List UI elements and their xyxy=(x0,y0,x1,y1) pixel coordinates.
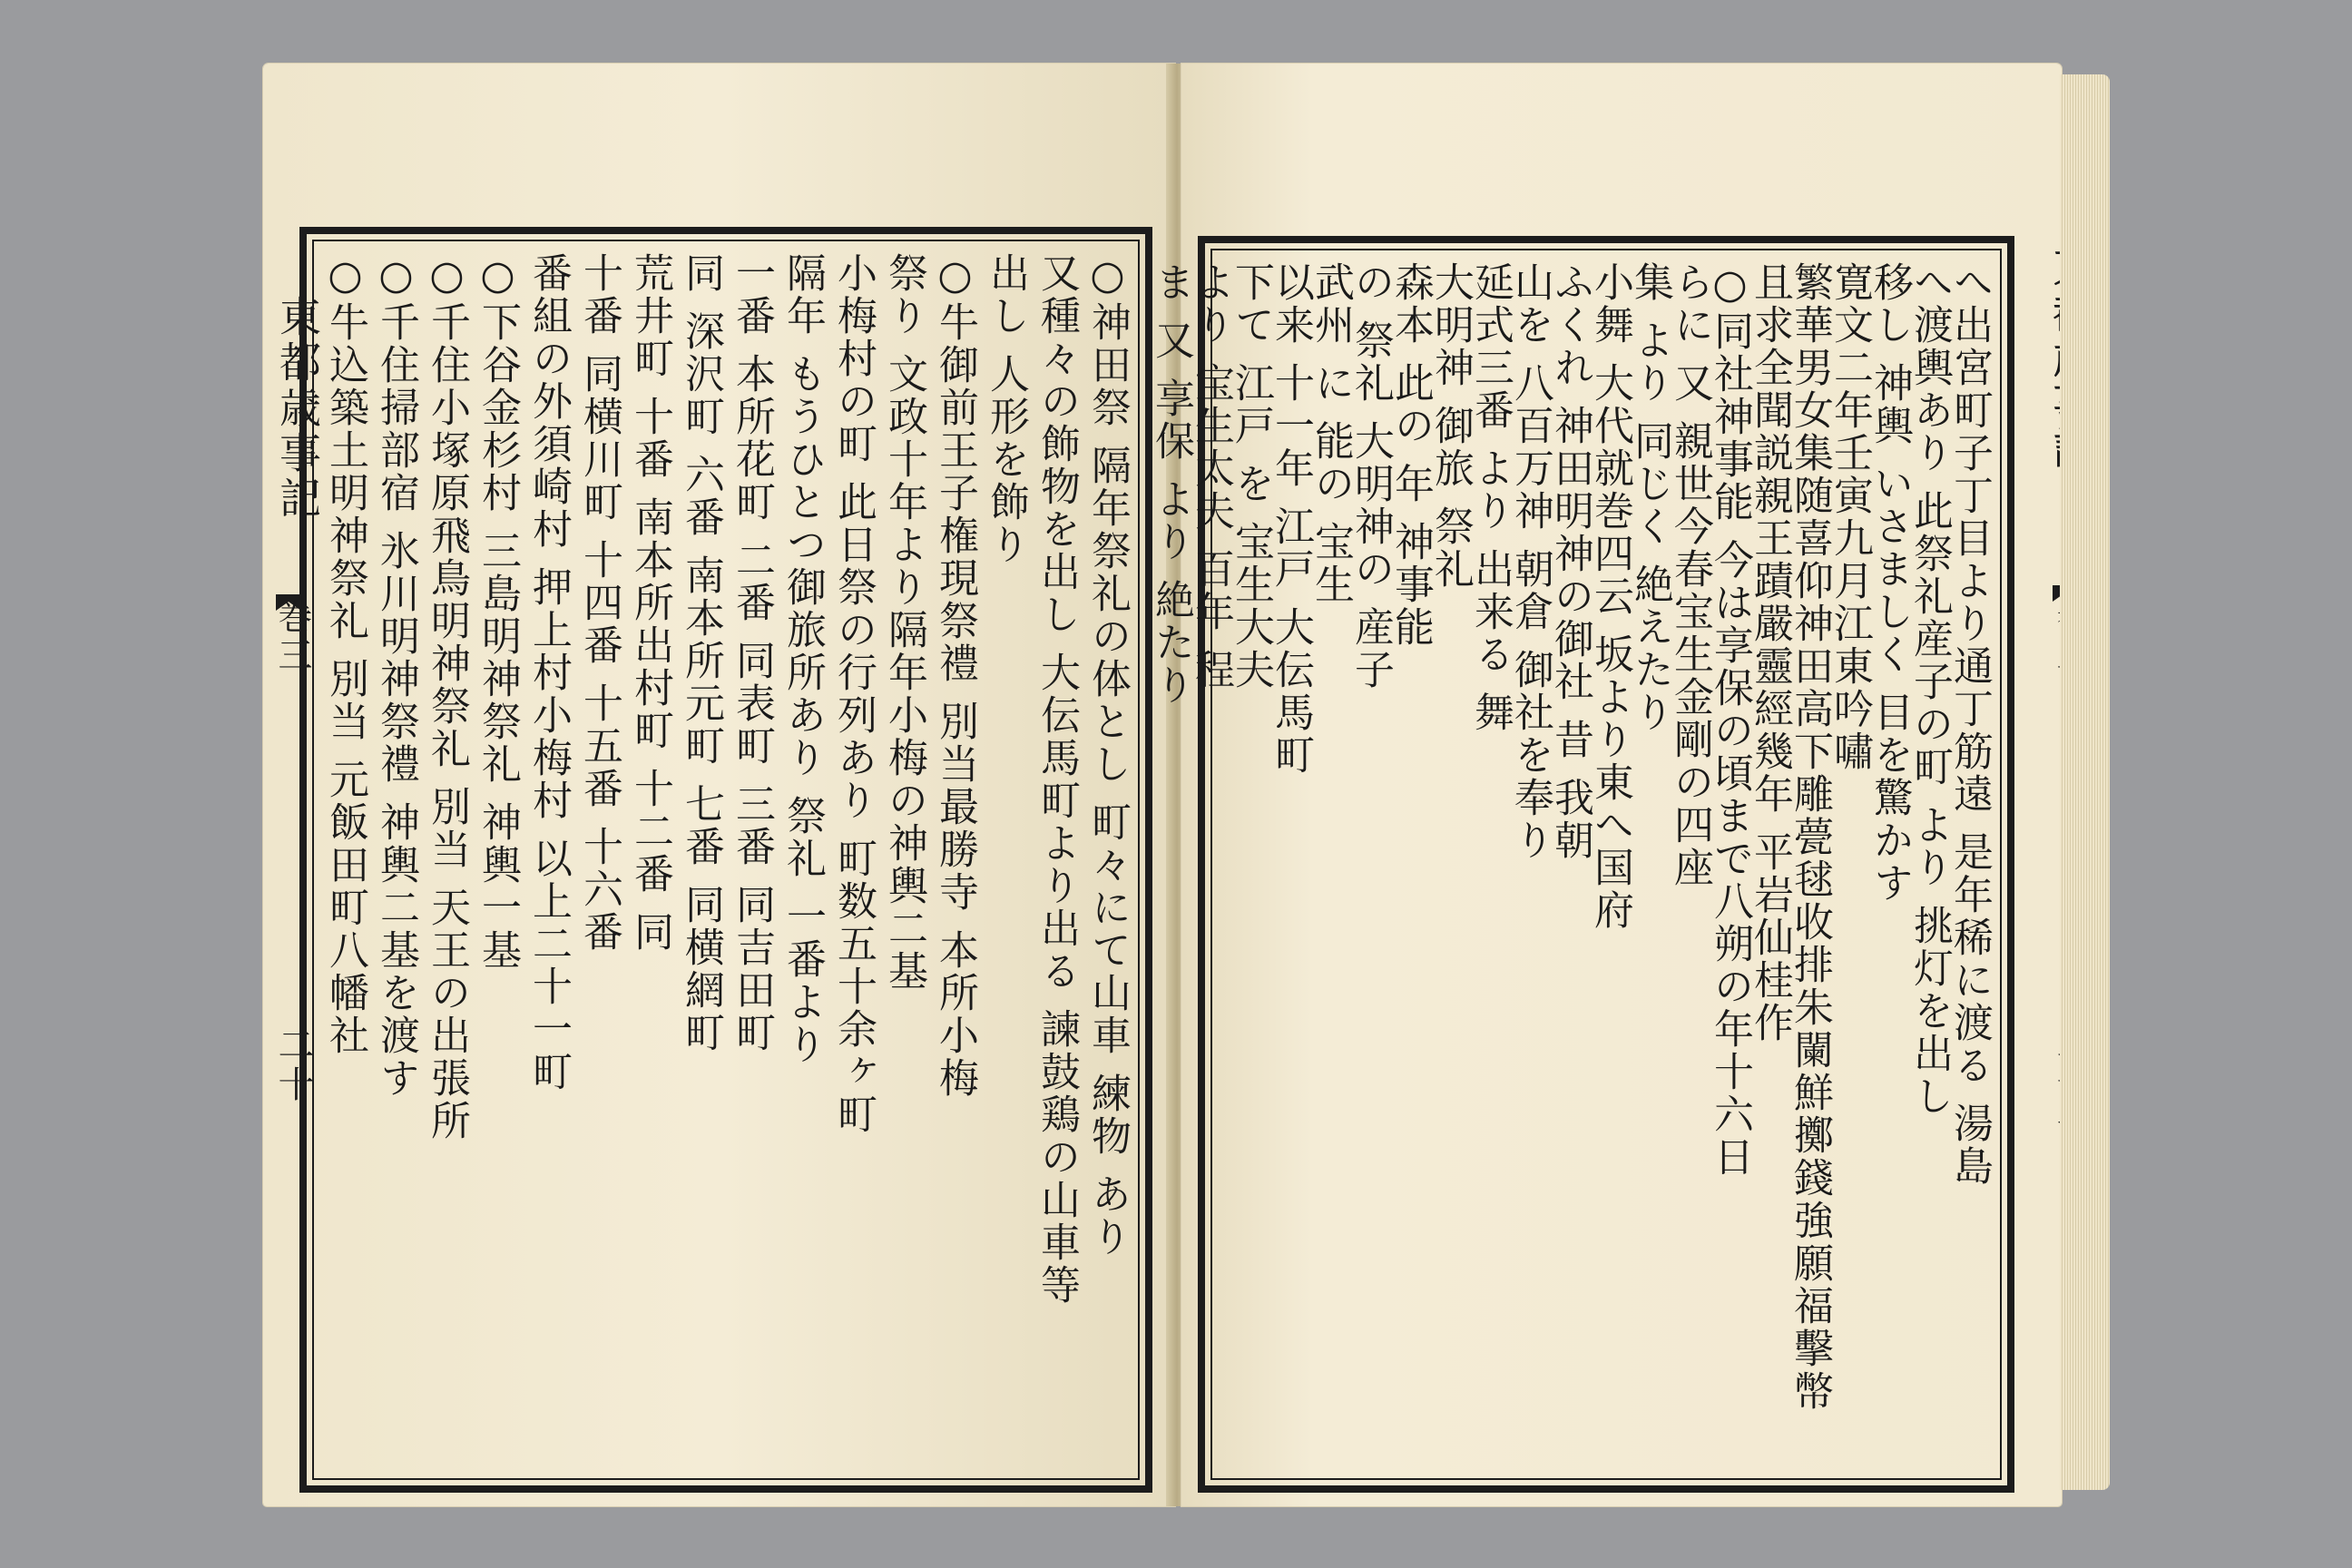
text-column: 繁華男女集随喜仰神田高下雕甍毬收排朱闌鮮擲錢強願福擊幣 xyxy=(1787,261,1833,1413)
text-column: 小舞 大代就巻四云 坂より東へ国府 xyxy=(1587,261,1633,932)
left-page xyxy=(263,64,1175,1506)
text-column: 下て 江戸 を 宝生大夫 xyxy=(1228,261,1274,691)
right-text-frame xyxy=(1148,236,2014,1493)
right-page xyxy=(1148,64,2062,1506)
left-text-columns xyxy=(322,252,1131,1467)
text-column: 十番 同横川町 十四番 十五番 十六番 xyxy=(576,252,622,954)
text-column: 小梅村の町 此日祭の行列あり 町数五十余ヶ町 xyxy=(830,252,877,1136)
text-column: 寛文二年壬寅九月江東吟嘯 xyxy=(1827,261,1873,773)
text-column: ○牛御前王子権現祭禮 別当最勝寺 本所小梅 xyxy=(932,252,978,1100)
text-column: ○千住掃部宿 氷川明神祭禮 神輿二基を渡す xyxy=(373,252,419,1100)
text-column: ○牛込築土明神祭礼 別当 元飯田町八幡社 xyxy=(322,252,368,1057)
text-column: 集 より 同じく 絶えたり xyxy=(1627,261,1673,734)
text-column: へ渡輿あり 此祭礼産子の町 より 挑灯を出し xyxy=(1906,261,1953,1118)
text-column: 移し 神輿 いさましく 目を驚かす xyxy=(1867,261,1913,905)
text-column: より 宝生太夫 百年 程 xyxy=(1188,261,1234,691)
left-volume-label: 巻三 xyxy=(272,599,312,675)
text-column: 荒井町 十番 南本所出村町 十二番 同 xyxy=(627,252,673,954)
text-column: 以来 十一年 江戸 大伝馬町 xyxy=(1268,261,1314,777)
text-column: 又種々の飾物を出し 大伝馬町より出る 諫鼓鶏の山車等 xyxy=(1034,252,1080,1307)
text-column: 出し 人形を飾り xyxy=(983,252,1029,566)
text-column: らに 又 親世今春宝生金剛の四座 xyxy=(1667,261,1713,889)
text-column: 大明神 御旅 祭礼 xyxy=(1427,261,1474,591)
text-column: ○同社神事能 今は享保の頃まで八朔の年十六日 xyxy=(1707,261,1753,1179)
text-column: ま 又 享保 より 絶たり xyxy=(1148,261,1194,707)
page-edge-stack xyxy=(2060,74,2110,1490)
text-column: 番組の外須崎村 押上村小梅村 以上二十一町 xyxy=(525,252,572,1093)
text-column: ○千住小塚原飛鳥明神祭礼 別当 天王の出張所 xyxy=(424,252,470,1142)
right-text-columns xyxy=(1148,261,1993,1467)
left-margin-title: 東都歳事記 xyxy=(273,295,322,522)
left-text-frame xyxy=(299,227,1152,1493)
text-column: 祭り 文政十年より隔年小梅の神輿二基 xyxy=(881,252,927,993)
text-column: ○神田祭 隔年祭礼の体とし 町々にて山車 練物 あり xyxy=(1084,252,1131,1259)
text-column: 山を 八百万神 朝倉 御社を奉り xyxy=(1507,261,1553,862)
text-column: 且求全聞説親王蹟嚴靈經幾年 平岩仙桂作 xyxy=(1747,261,1793,1044)
text-column: 武州 に 能の 宝生 xyxy=(1308,261,1354,606)
text-column: 延式三番 より 出来る 舞 xyxy=(1467,261,1514,734)
text-column: ふくれ 神田明神の御社 昔 我朝 xyxy=(1547,261,1593,862)
text-column: の 祭礼 大明神の 産子 xyxy=(1348,261,1394,691)
text-column: へ出宮町子丁目より通丁筋遠 是年稀に渡る 湯島 xyxy=(1946,261,1993,1188)
text-column: 森本 此の 年 神事能 xyxy=(1387,261,1434,649)
left-folio-number: 二十 xyxy=(272,1025,314,1105)
text-column: 同 深沢町 六番 南本所元町 七番 同横網町 xyxy=(678,252,724,1054)
open-book xyxy=(263,64,2110,1515)
text-column: ○下谷金杉村 三島明神祭礼 神輿一基 xyxy=(475,252,521,972)
text-column: 一番 本所花町 二番 同表町 三番 同吉田町 xyxy=(729,252,775,1054)
text-column: 隔年 もうひとつ御旅所あり 祭礼 一番より xyxy=(779,252,826,1066)
